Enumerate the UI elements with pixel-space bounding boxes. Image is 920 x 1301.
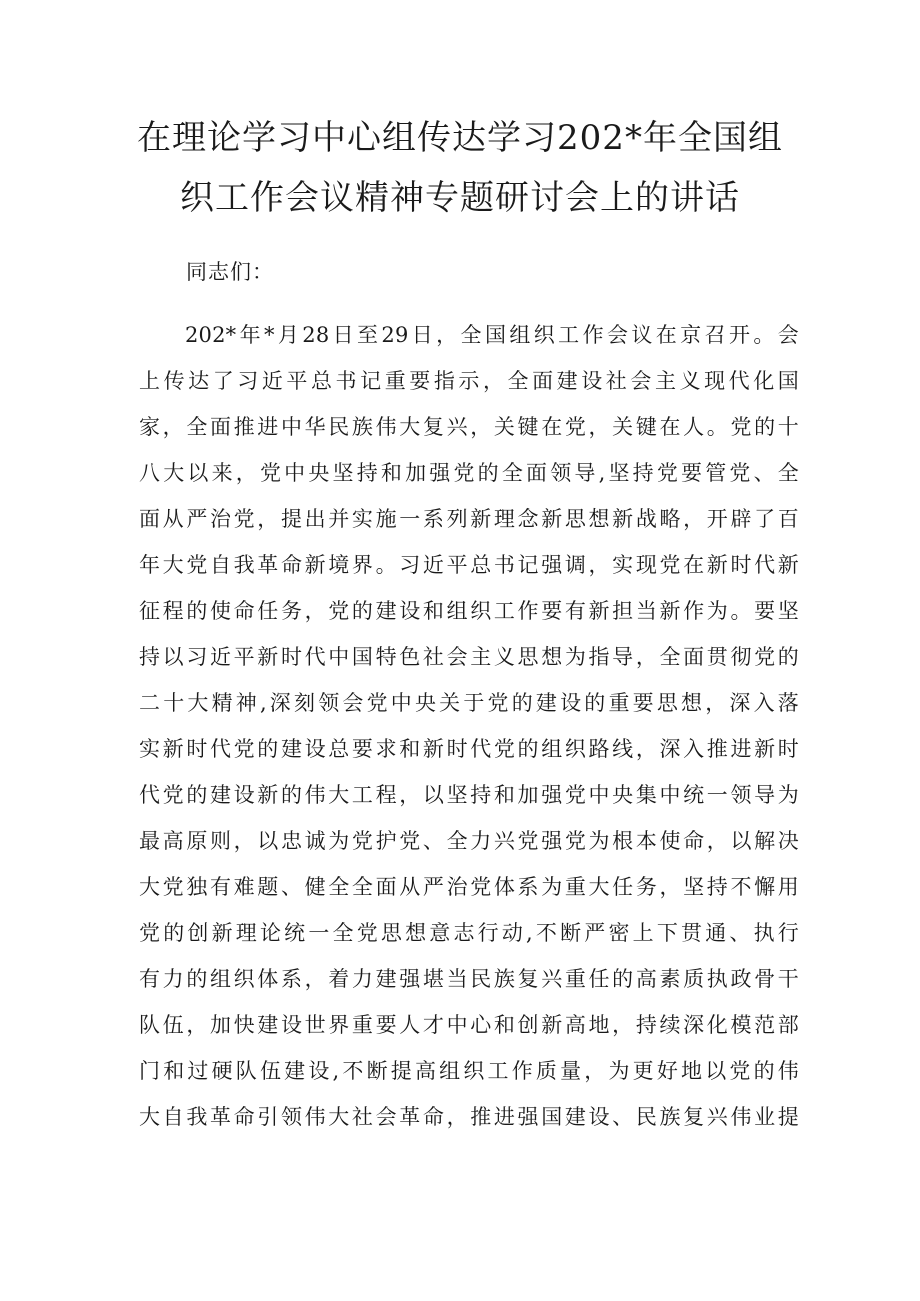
paragraph-line: 队伍，加快建设世界重要人才中心和创新高地，持续深化模范部 xyxy=(139,1013,799,1037)
paragraph-line: 八大以来，党中央坚持和加强党的全面领导,坚持党要管党、全 xyxy=(139,461,799,485)
paragraph-line: 家，全面推进中华民族伟大复兴，关键在党，关键在人。党的十 xyxy=(139,415,799,439)
paragraph-line: 年大党自我革命新境界。习近平总书记强调，实现党在新时代新 xyxy=(139,553,799,577)
paragraph-line: 门和过硬队伍建设,不断提高组织工作质量，为更好地以党的伟 xyxy=(139,1059,799,1083)
salutation: 同志们： xyxy=(186,260,274,284)
paragraph-line: 党的创新理论统一全党思想意志行动,不断严密上下贯通、执行 xyxy=(139,921,799,945)
paragraph-line: 面从严治党，提出并实施一系列新理念新思想新战略，开辟了百 xyxy=(139,507,799,531)
paragraph-line: 大自我革命引领伟大社会革命，推进强国建设、民族复兴伟业提 xyxy=(139,1105,799,1129)
paragraph-line: 有力的组织体系，着力建强堪当民族复兴重任的高素质执政骨干 xyxy=(139,967,799,991)
paragraph-line: 实新时代党的建设总要求和新时代党的组织路线，深入推进新时 xyxy=(139,737,799,761)
body-paragraph xyxy=(139,312,799,1140)
paragraph-line: 持以习近平新时代中国特色社会主义思想为指导，全面贯彻党的 xyxy=(139,645,799,669)
document-title xyxy=(130,108,790,228)
paragraph-line: 上传达了习近平总书记重要指示，全面建设社会主义现代化国 xyxy=(139,369,799,393)
title-line-2: 织工作会议精神专题研讨会上的讲话 xyxy=(180,178,740,218)
paragraph-line: 二十大精神,深刻领会党中央关于党的建设的重要思想，深入落 xyxy=(139,691,799,715)
paragraph-line: 202*年*月28日至29日，全国组织工作会议在京召开。会 xyxy=(185,323,799,347)
paragraph-line: 代党的建设新的伟大工程，以坚持和加强党中央集中统一领导为 xyxy=(139,783,799,807)
title-line-1: 在理论学习中心组传达学习202*年全国组 xyxy=(137,118,783,158)
paragraph-line: 征程的使命任务，党的建设和组织工作要有新担当新作为。要坚 xyxy=(139,599,799,623)
paragraph-line: 大党独有难题、健全全面从严治党体系为重大任务，坚持不懈用 xyxy=(139,875,799,899)
paragraph-line: 最高原则，以忠诚为党护党、全力兴党强党为根本使命，以解决 xyxy=(139,829,799,853)
